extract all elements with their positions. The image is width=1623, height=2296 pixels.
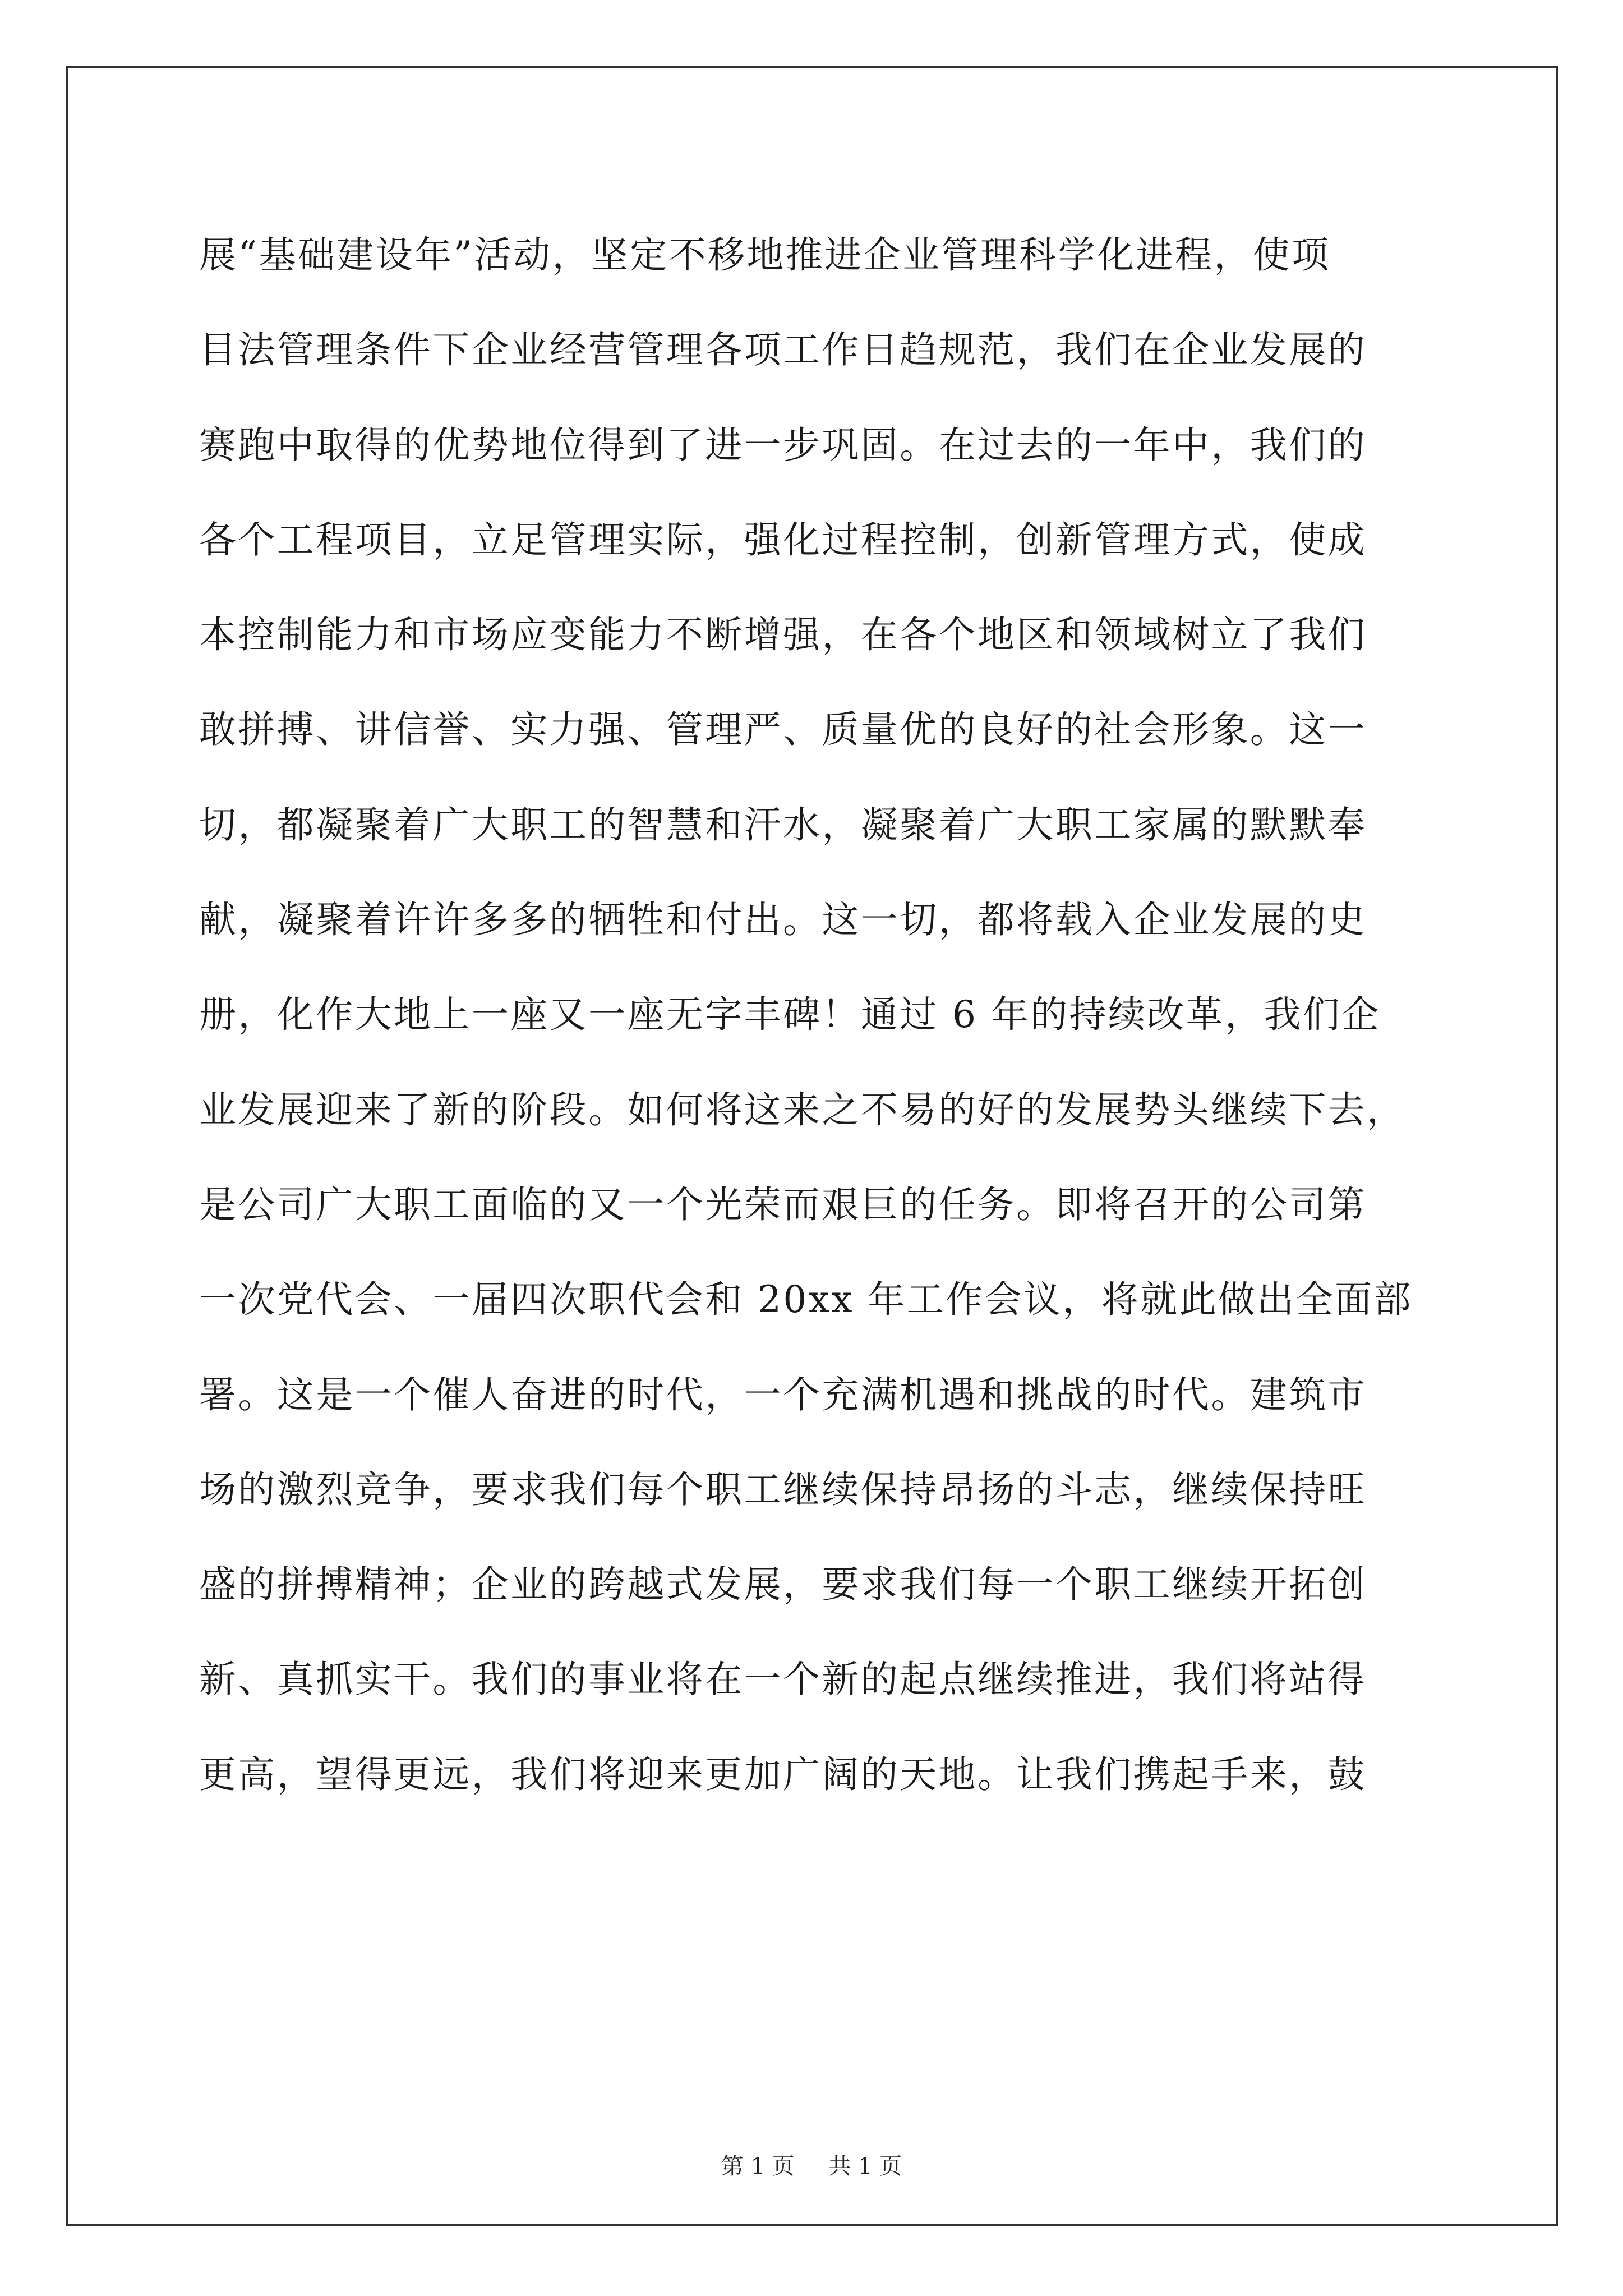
body-line: 切，都凝聚着广大职工的智慧和汗水，凝聚着广大职工家属的默默奉 xyxy=(199,803,1367,846)
body-line: 一次党代会、一届四次职代会和 20xx 年工作会议，将就此做出全面部 xyxy=(199,1278,1413,1322)
document-body xyxy=(199,208,1433,1822)
body-line: 赛跑中取得的优势地位得到了进一步巩固。在过去的一年中，我们的 xyxy=(199,423,1367,467)
body-line: 册，化作大地上一座又一座无字丰碑！通过 6 年的持续改革，我们企 xyxy=(199,993,1381,1037)
body-line: 献，凝聚着许许多多的牺牲和付出。这一切，都将载入企业发展的史 xyxy=(199,898,1367,942)
body-line: 新、真抓实干。我们的事业将在一个新的起点继续推进，我们将站得 xyxy=(199,1658,1367,1701)
body-line: 本控制能力和市场应变能力不断增强，在各个地区和领域树立了我们 xyxy=(199,613,1367,657)
body-line: 更高，望得更远，我们将迎来更加广阔的天地。让我们携起手来，鼓 xyxy=(199,1752,1367,1796)
body-line: 敢拼搏、讲信誉、实力强、管理严、质量优的良好的社会形象。这一 xyxy=(199,708,1367,752)
body-line: 业发展迎来了新的阶段。如何将这来之不易的好的发展势头继续下去， xyxy=(199,1088,1406,1131)
body-line: 是公司广大职工面临的又一个光荣而艰巨的任务。即将召开的公司第 xyxy=(199,1182,1367,1226)
body-line: 展“基础建设年”活动，坚定不移地推进企业管理科学化进程，使项 xyxy=(199,233,1331,277)
body-line: 场的激烈竞争，要求我们每个职工继续保持昂扬的斗志，继续保持旺 xyxy=(199,1467,1367,1511)
body-line: 目法管理条件下企业经营管理各项工作日趋规范，我们在企业发展的 xyxy=(199,328,1367,372)
page-footer xyxy=(0,2148,1623,2180)
page-number: 第 1 页 xyxy=(721,2154,795,2179)
page-total: 共 1 页 xyxy=(828,2154,902,2179)
body-line: 各个工程项目，立足管理实际，强化过程控制，创新管理方式，使成 xyxy=(199,518,1367,562)
body-line: 署。这是一个催人奋进的时代，一个充满机遇和挑战的时代。建筑市 xyxy=(199,1373,1367,1416)
body-line: 盛的拼搏精神；企业的跨越式发展，要求我们每一个职工继续开拓创 xyxy=(199,1563,1367,1607)
